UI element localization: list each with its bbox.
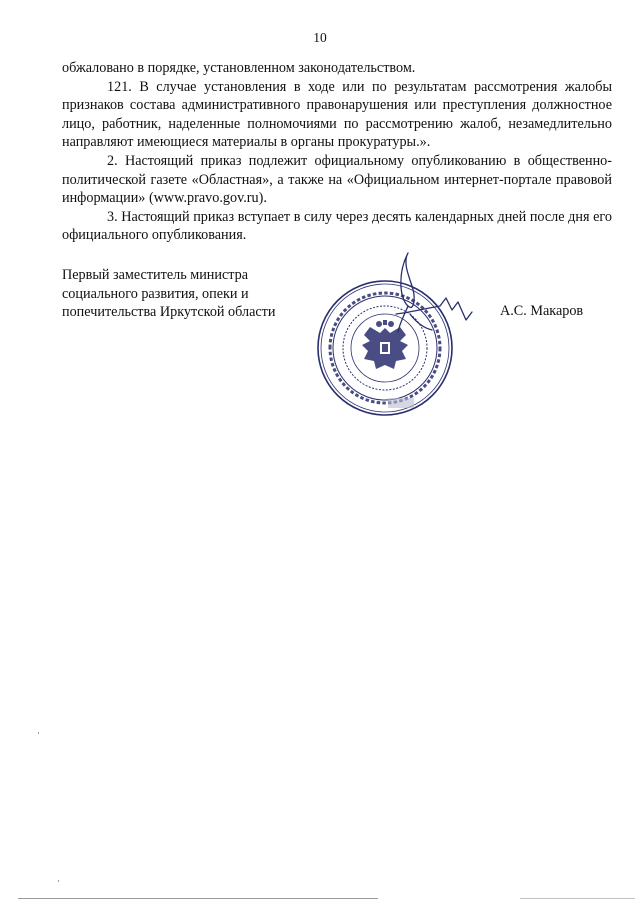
document-body bbox=[62, 59, 612, 245]
signatory-title bbox=[62, 266, 302, 322]
scan-edge-line bbox=[520, 898, 635, 899]
page-number: 10 bbox=[313, 30, 327, 45]
paragraph-121: 121. В случае установления в ходе или по результатам рассмотрения жалобы признаков состава административного правонарушения или преступления должностное лицо, работник, наделенные полномочиями по рассмотрению жалоб, незамедлительно направляют имеющиеся материалы в органы прокуратуры.». bbox=[62, 78, 612, 151]
signatory-name: А.С. Макаров bbox=[500, 303, 584, 319]
paragraph-3: 3. Настоящий приказ вступает в силу через десять календарных дней после дня его официального опубликования. bbox=[62, 208, 612, 244]
paragraph-continuation: обжаловано в порядке, установленном законодательством. bbox=[62, 60, 416, 76]
official-seal-with-signature bbox=[300, 250, 500, 420]
signatory-title-line-3: попечительства Иркутской области bbox=[62, 304, 276, 321]
signatory-title-line-1: Первый заместитель министра bbox=[62, 267, 249, 283]
scan-edge-line bbox=[18, 898, 378, 899]
scan-speck bbox=[38, 732, 39, 734]
paragraph-2: 2. Настоящий приказ подлежит официальному опубликованию в общественно-политической газете «Областная», а также на «Официальном интернет-портале правовой информации» (www.pravo.gov.ru). bbox=[62, 152, 612, 207]
signatory-title-line-2: социального развития, опеки и bbox=[62, 285, 249, 302]
scan-speck bbox=[58, 880, 59, 882]
